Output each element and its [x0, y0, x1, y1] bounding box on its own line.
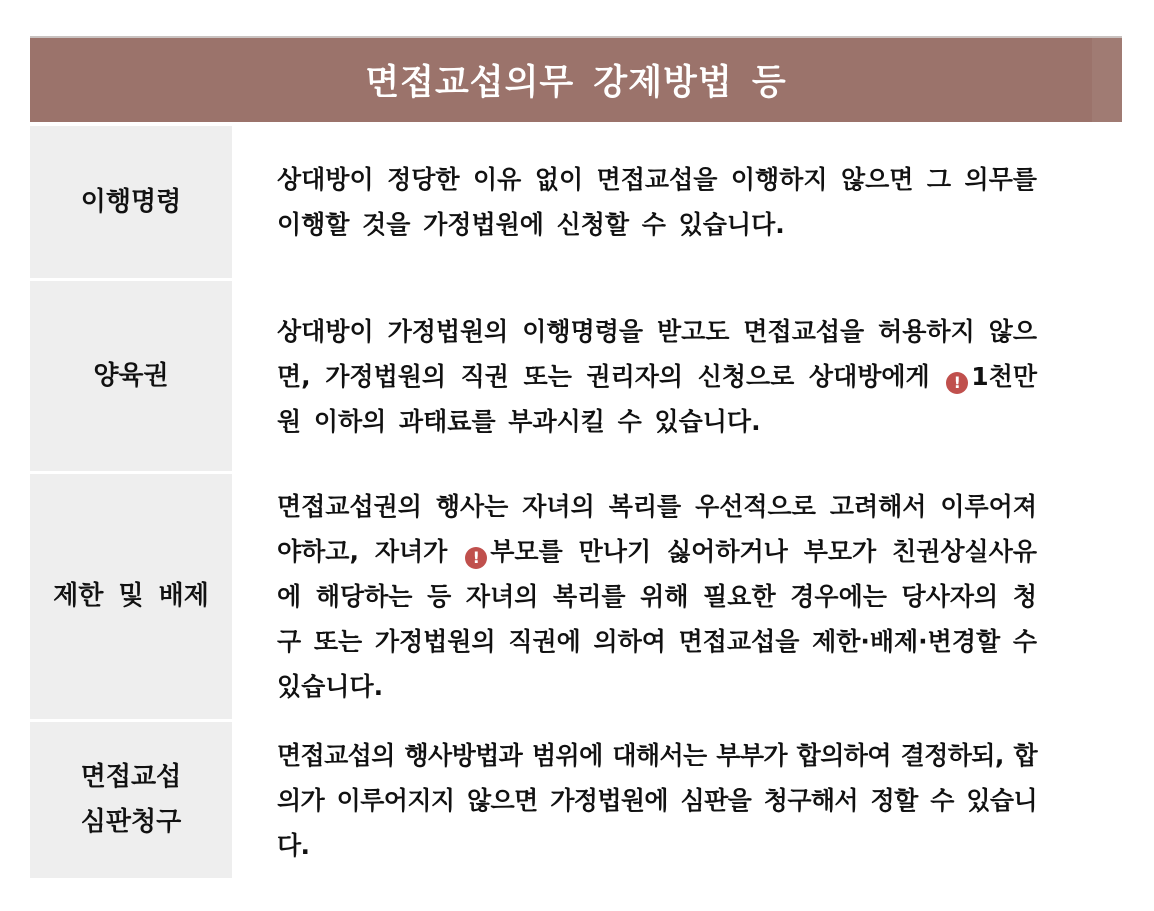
row-content-cell	[232, 126, 1122, 278]
row-content-cell	[232, 474, 1122, 719]
table-row-visitation-petition	[30, 722, 1122, 878]
row-label-cell	[30, 474, 232, 719]
table-row-restriction	[30, 474, 1122, 719]
warning-circle-icon: !	[465, 547, 487, 569]
row-label-cell	[30, 722, 232, 878]
row-description: 면접교섭의 행사방법과 범위에 대해서는 부부가 합의하여 결정하되, 합의가 이루어지지 않으면 가정법원에 심판을 청구해서 정할 수 있습니다.	[277, 740, 1037, 860]
warning-circle-icon: !	[946, 372, 968, 394]
row-description-part-1: 상대방이 가정법원의 이행명령을 받고도 면접교섭을 허용하지 않으면, 가정법원의 직권 또는 권리자의 신청으로 상대방에게	[277, 316, 1037, 391]
table-header	[30, 38, 1122, 122]
row-description: 상대방이 정당한 이유 없이 면접교섭을 이행하지 않으면 그 의무를 이행할 것을 가정법원에 신청할 수 있습니다.	[277, 165, 1037, 239]
row-description-part-1: 면접교섭권의 행사는 자녀의 복리를 우선적으로 고려해서 이루어져야하고, 자녀가	[277, 492, 1037, 566]
row-label: 이행명령	[80, 186, 182, 217]
table-row-enforcement-order	[30, 126, 1122, 278]
row-label-line-1: 면접교섭	[80, 762, 182, 792]
header-edge-accent	[1092, 38, 1122, 122]
row-description	[277, 484, 1037, 709]
row-description-part-2: 1천만원 이하의 과태료를 부과시킬 수 있습니다.	[277, 361, 1037, 436]
row-content-cell	[232, 722, 1122, 878]
row-description-part-2: 부모를 만나기 싫어하거나 부모가 친권상실사유에 해당하는 등 자녀의 복리를 위해 필요한 경우에는 당사자의 청구 또는 가정법원의 직권에 의하여 면접교섭을 제한·배제·변경할 수 있습니다.	[277, 537, 1037, 701]
row-label: 양육권	[93, 360, 169, 391]
table-row-custody	[30, 281, 1122, 471]
row-description	[277, 309, 1037, 444]
row-label: 제한 및 배제	[53, 581, 209, 611]
page-title: 면접교섭의무 강제방법 등	[365, 63, 787, 103]
row-content-cell	[232, 281, 1122, 471]
row-label-cell	[30, 126, 232, 278]
row-label-cell	[30, 281, 232, 471]
row-label-line-2: 심판청구	[80, 807, 182, 837]
